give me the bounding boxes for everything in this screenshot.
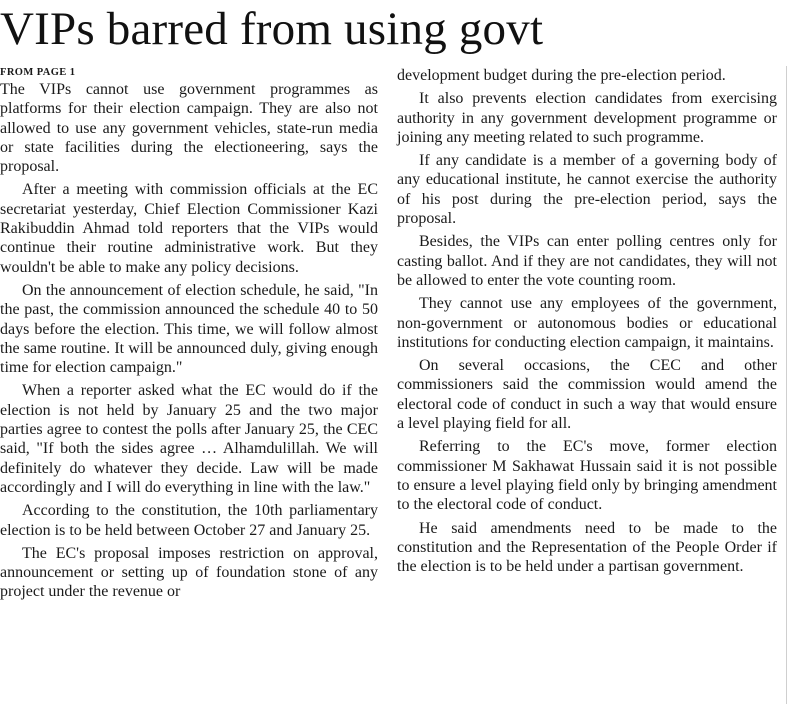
left-column	[0, 66, 378, 606]
paragraph: development budget during the pre-election period.	[397, 67, 726, 84]
paragraph: The EC's proposal imposes restriction on approval, announcement or setting up of foundation stone of any project under the revenue or	[0, 544, 378, 601]
paragraph: Referring to the EC's move, former election commissioner M Sakhawat Hussain said it is not possible to ensure a level playing field only by bringing amendment to the electoral code of conduct.	[397, 438, 777, 514]
paragraph: They cannot use any employees of the government, non-government or autonomous bodies or educational institutions for conducting election campaign, it maintains.	[397, 295, 777, 351]
paragraph: He said amendments need to be made to the constitution and the Representation of the People Order if the election is to be held under a partisan government.	[397, 519, 777, 576]
paragraph: On several occasions, the CEC and other commissioners said the commission would amend the electoral code of conduct in such a way that would ensure a level playing field for all.	[397, 357, 777, 433]
paragraph: Besides, the VIPs can enter polling centres only for casting ballot. And if they are not candidates, they will not be allowed to enter the vote counting room.	[397, 233, 777, 289]
kicker: FROM PAGE 1	[0, 67, 76, 78]
paragraph: According to the constitution, the 10th parliamentary election is to be held between October 27 and January 25.	[0, 502, 378, 539]
paragraph: It also prevents election candidates from exercising authority in any government development programme or joining any meeting related to such programme.	[397, 90, 777, 146]
paragraph: On the announcement of election schedule, he said, "In the past, the commission announced the schedule 40 to 50 days before the election. This time, we will follow almost the same routine. It will be announced duly, giving enough time for election campaign."	[0, 281, 378, 377]
paragraph: When a reporter asked what the EC would do if the election is not held by January 25 and the two major parties agree to contest the polls after January 25, the CEC said, "If both the sides agree … Alhamdulillah. We will definitely do whatever they decide. Law will be made accordingly and I will do everything in line with the law."	[0, 382, 378, 496]
column-rule	[786, 66, 787, 704]
headline: VIPs barred from using govt	[0, 3, 544, 55]
paragraph: If any candidate is a member of a governing body of any educational institute, he cannot exercise the authority of his post during the pre-election period, says the proposal.	[397, 152, 777, 228]
paragraph: After a meeting with commission officials at the EC secretariat yesterday, Chief Election Commissioner Kazi Rakibuddin Ahmad told reporters that the VIPs would continue their routine administrative work. But they wouldn't be able to make any policy decisions.	[0, 181, 378, 276]
paragraph: The VIPs cannot use government programmes as platforms for their election campaign. They are also not allowed to use any government vehicles, state-run media or state facilities during the electioneering, says the proposal.	[0, 81, 378, 176]
right-column	[397, 66, 777, 580]
